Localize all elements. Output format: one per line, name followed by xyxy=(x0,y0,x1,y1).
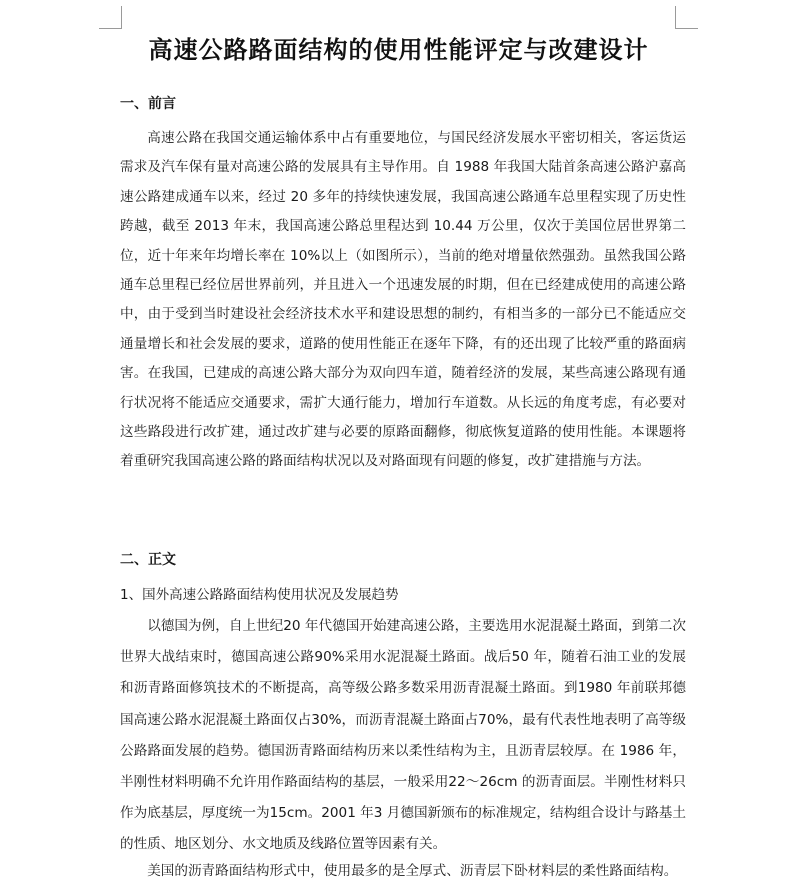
document-title: 高速公路路面结构的使用性能评定与改建设计 xyxy=(148,35,649,64)
crop-mark-top-right xyxy=(675,6,698,29)
preface-paragraph: 高速公路在我国交通运输体系中占有重要地位，与国民经济发展水平密切相关，客运货运需求及汽车保有量对高速公路的发展具有主导作用。自 1988 年我国大陆首条高速公路沪嘉高速公路建成通车以来，经过 20 多年的持续快速发展，我国高速公路通车总里程实现了历史性跨越，截至 2013 年末，我国高速公路总里程达到 10.44 万公里，仅次于美国位居世界第二位，近十年来年均增长率在 10%以上（如图所示），当前的绝对增量依然强劲。虽然我国公路通车总里程已经位居世界前列，并且进入一个迅速发展的时期，但在已经建成使用的高速公路中，由于受到当时建设社会经济技术水平和建设思想的制约，有相当多的一部分已不能适应交通量增长和社会发展的要求，道路的使用性能正在逐年下降，有的还出现了比较严重的路面病害。在我国，已建成的高速公路大部分为双向四车道，随着经济的发展，某些高速公路现有通行状况将不能适应交通要求，需扩大通行能力，增加行车道数。从长远的角度考虑，有必要对这些路段进行改扩建，通过改扩建与必要的原路面翻修，彻底恢复道路的使用性能。本课题将着重研究我国高速公路的路面结构状况以及对路面现有问题的修复，改扩建措施与方法。 xyxy=(120,130,686,470)
usa-paragraph: 美国的沥青路面结构形式中，使用最多的是全厚式、沥青层下卧材料层的柔性路面结构。 xyxy=(147,863,678,879)
section-heading-preface: 一、前言 xyxy=(120,96,176,112)
germany-paragraph: 以德国为例，自上世纪20 年代德国开始建高速公路，主要选用水泥混凝土路面，到第二次世界大战结束时，德国高速公路90%采用水泥混凝土路面。战后50 年，随着石油工业的发展和沥青路面修筑技术的不断提高，高等级公路多数采用沥青混凝土路面。到1980 年前联邦德国高速公路水泥混凝土路面仅占30%，而沥青混凝土路面占70%，最有代表性地表明了高等级公路路面发展的趋势。德国沥青路面结构历来以柔性结构为主，且沥青层较厚。在 1986 年，半刚性材料明确不允许用作路面结构的基层，一般采用22～26cm 的沥青面层。半刚性材料只作为底基层，厚度统一为15cm。2001 年3 月德国新颁布的标准规定，结构组合设计与路基土的性质、地区划分、水文地质及线路位置等因素有关。 xyxy=(120,618,686,853)
section-heading-body: 二、正文 xyxy=(120,552,176,568)
crop-mark-top-left xyxy=(99,6,122,29)
subsection-heading: 1、国外高速公路路面结构使用状况及发展趋势 xyxy=(120,587,399,603)
